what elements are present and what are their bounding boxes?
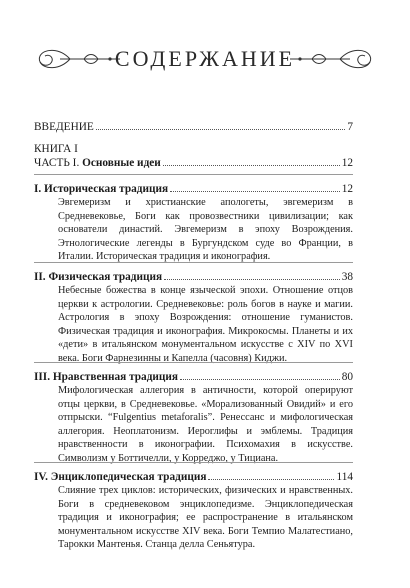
right-ornament-icon: [288, 42, 380, 76]
entry-page-number: 80: [341, 371, 353, 383]
toc-header: [0, 42, 410, 76]
dot-leader: [163, 165, 340, 166]
toc-title: СОДЕРЖАНИЕ: [114, 46, 296, 71]
section-divider: [34, 362, 353, 363]
dot-leader: [180, 379, 340, 380]
section-description: Мифологическая аллегория в античности, которой оперируют отцы церкви, в Средневековье. «Морализованный Овидий» и его отпрыски. “Fulgentius metaforalis”. Ренессанс и мифологическая аллегория. Неоплатонизм. Иероглифы и эмблемы. Традиция нравственности в иконографии. Психомахия в искусстве. Символизм у Боттичелли, у Корреджо, у Тициана.: [58, 385, 353, 464]
section-description: Эвгемеризм и христианские апологеты, эвгемеризм в Средневековье, Боги как провозвестники цивилизации; как основатели династий. Эвгемеризм в эпоху Возрождения. Этнологические легенды в Бургундском суде во Франции, в Италии. Историческая традиция и иконография.: [58, 197, 353, 263]
part-title: Основные идеи: [82, 157, 161, 169]
dot-leader: [164, 279, 340, 280]
entry-page-number: 12: [341, 157, 353, 169]
section-divider: [34, 262, 353, 263]
section-divider: [34, 462, 353, 463]
toc-entry-section-3[interactable]: [34, 370, 353, 384]
toc-entry-section-1[interactable]: [34, 182, 353, 196]
entry-page-number: 7: [347, 121, 353, 133]
toc-entry-section-4[interactable]: [34, 470, 353, 484]
entry-label: II. Физическая традиция: [34, 271, 163, 283]
section-divider: [34, 174, 353, 175]
toc-entry-introduction[interactable]: [34, 120, 353, 134]
entry-label: III. Нравственная традиция: [34, 371, 179, 383]
section-description: Слияние трех циклов: исторических, физических и нравственных. Боги в средневековом энциклопедизме. Энциклопедическая традиция и иконография; ее распространение в итальянском монументальном искусстве XIV века. Боги Темпио Малатестиано, Тарокки Мантенья. Станца делла Сеньятура.: [58, 485, 353, 551]
entry-page-number: 114: [336, 471, 353, 483]
entry-label: [34, 156, 161, 170]
toc-entry-part[interactable]: [34, 156, 353, 170]
section-description: Небесные божества в конце языческой эпохи. Отношение отцов церкви к астрологии. Средневековье: роль богов в науке и магии. Астрология в эпоху Возрождения: отношение гуманистов. Физическая традиция и иконография. Микрокосмы. Планеты и их «дети» в итальянском монументальном искусстве с XIV по XVI века. Боги Фарнезинны и Капелла (часовня) Киджи.: [58, 285, 353, 364]
entry-label: I. Историческая традиция: [34, 183, 169, 195]
dot-leader: [208, 479, 334, 480]
part-prefix: ЧАСТЬ I.: [34, 157, 83, 169]
dot-leader: [170, 191, 340, 192]
toc-entry-section-2[interactable]: [34, 270, 353, 284]
book-heading: КНИГА I: [34, 143, 78, 155]
entry-page-number: 12: [341, 183, 353, 195]
dot-leader: [96, 129, 346, 130]
entry-page-number: 38: [341, 271, 353, 283]
entry-label: ВВЕДЕНИЕ: [34, 121, 94, 133]
entry-label: IV. Энциклопедическая традиция: [34, 471, 207, 483]
